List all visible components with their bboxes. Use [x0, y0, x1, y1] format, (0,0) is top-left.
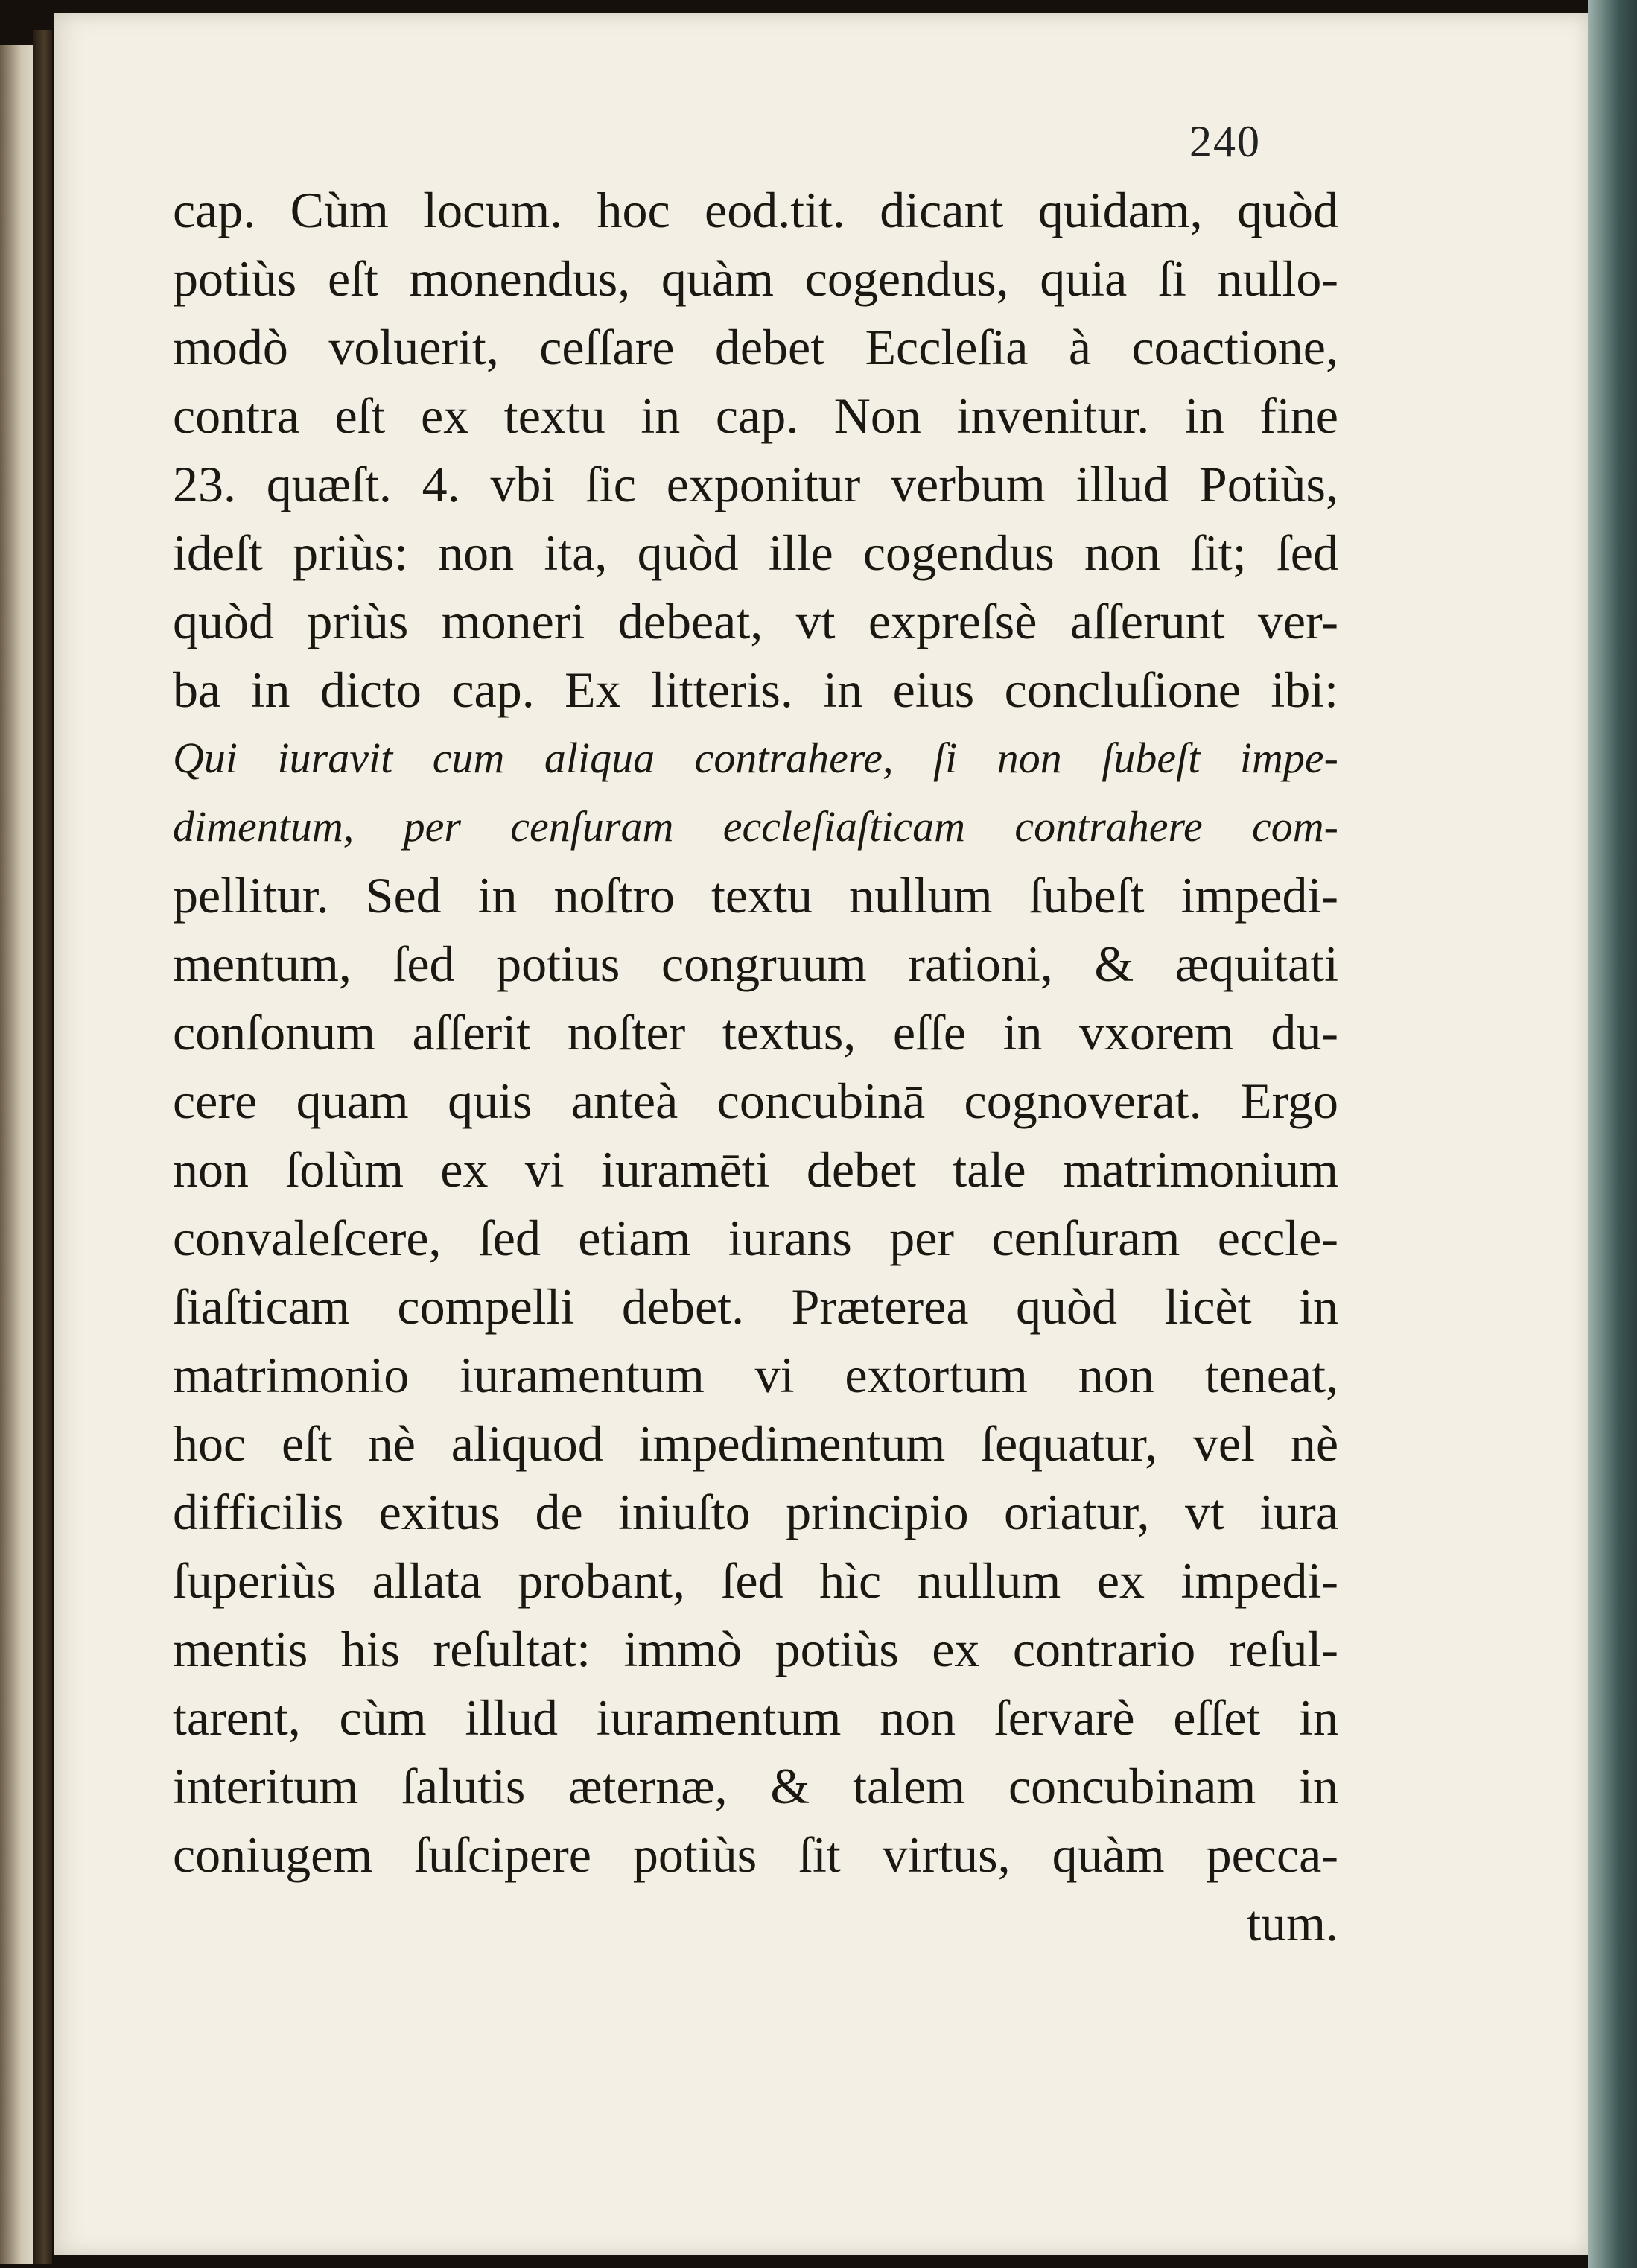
body-text	[173, 176, 1338, 1957]
text-line: ſuperiùs allata probant, ſed hìc nullum ex impedi-	[173, 1552, 1338, 1609]
book-page	[54, 13, 1588, 2255]
text-line: hoc eſt nè aliquod impedimentum ſequatur, vel nè	[173, 1415, 1338, 1472]
text-line: matrimonio iuramentum vi extortum non teneat,	[173, 1347, 1338, 1403]
italic-quote-line: dimentum, per cenſuram eccleſiaſticam contrahere com-	[173, 802, 1338, 851]
page-number: 240	[1189, 117, 1261, 166]
italic-quote-line: Qui iuravit cum aliqua contrahere, ſi non ſubeſt impe-	[173, 734, 1338, 782]
text-line: ba in dicto cap. Ex litteris. in eius concluſione ibi:	[173, 661, 1338, 718]
text-line: non ſolùm ex vi iuramēti debet tale matrimonium	[173, 1141, 1338, 1198]
text-line: cap. Cùm locum. hoc eod.tit. dicant quidam, quòd	[173, 182, 1338, 238]
text-line: 23. quæſt. 4. vbi ſic exponitur verbum illud Potiùs,	[173, 456, 1338, 512]
final-word-line: tum.	[1247, 1895, 1338, 1951]
text-line: conſonum aſſerit noſter textus, eſſe in vxorem du-	[173, 1004, 1338, 1061]
text-line: pellitur. Sed in noſtro textu nullum ſubeſt impedi-	[173, 867, 1338, 924]
text-line: difficilis exitus de iniuſto principio oriatur, vt iura	[173, 1484, 1338, 1540]
text-line: convaleſcere, ſed etiam iurans per cenſuram eccle-	[173, 1210, 1338, 1266]
text-line: ideſt priùs: non ita, quòd ille cogendus non ſit; ſed	[173, 524, 1338, 581]
text-line: mentum, ſed potius congruum rationi, & æquitati	[173, 936, 1338, 992]
text-line: ſiaſticam compelli debet. Præterea quòd licèt in	[173, 1278, 1338, 1335]
text-line: modò voluerit, ceſſare debet Eccleſia à coactione,	[173, 319, 1338, 375]
page-edge-strip	[1588, 0, 1637, 2268]
book-spine	[33, 30, 52, 2264]
text-line: interitum ſalutis æternæ, & talem concubinam in	[173, 1758, 1338, 1814]
text-line: tarent, cùm illud iuramentum non ſervarè eſſet in	[173, 1689, 1338, 1746]
text-line: contra eſt ex textu in cap. Non invenitur. in fine	[173, 387, 1338, 444]
text-line: potiùs eſt monendus, quàm cogendus, quia ſi nullo-	[173, 250, 1338, 307]
text-line: coniugem ſuſcipere potiùs ſit virtus, quàm pecca-	[173, 1826, 1338, 1883]
text-line: quòd priùs moneri debeat, vt expreſsè aſſerunt ver-	[173, 593, 1338, 649]
text-line: mentis his reſultat: immò potiùs ex contrario reſul-	[173, 1621, 1338, 1677]
text-line: cere quam quis anteà concubinā cognoverat. Ergo	[173, 1073, 1338, 1129]
